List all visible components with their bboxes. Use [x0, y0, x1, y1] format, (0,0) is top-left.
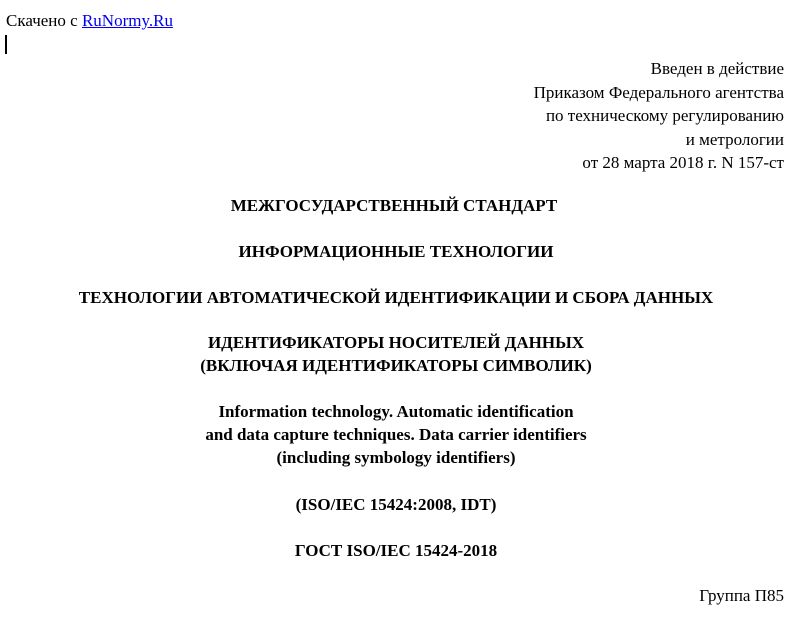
- approval-line: и метрологии: [685, 129, 784, 149]
- gost-number: ГОСТ ISO/IEC 15424-2018: [294, 541, 498, 560]
- classification-group: Группа П85: [699, 586, 784, 605]
- title-en-line: (including symbology identifiers): [276, 448, 516, 467]
- approval-line: по техническому регулированию: [545, 106, 784, 125]
- standard-type-heading: МЕЖГОСУДАРСТВЕННЫЙ СТАНДАРТ: [230, 196, 558, 215]
- text-cursor: [5, 35, 7, 54]
- approval-line: Введен в действие: [650, 59, 784, 78]
- title-en-line: and data capture techniques. Data carrier identifiers: [205, 425, 587, 444]
- title-ru-heading-3: [0, 331, 792, 377]
- title-en-heading: [0, 400, 792, 469]
- source-prefix: Скачено с: [6, 11, 82, 30]
- approval-line: Приказом Федерального агентства: [533, 82, 784, 102]
- approval-line: от 28 марта 2018 г. N 157-ст: [582, 153, 784, 172]
- title-ru-heading-2: ТЕХНОЛОГИИ АВТОМАТИЧЕСКОЙ ИДЕНТИФИКАЦИИ И СБОРА ДАННЫХ: [78, 288, 714, 307]
- source-line: [6, 10, 173, 32]
- approval-block: [534, 57, 784, 175]
- title-ru-heading-1: ИНФОРМАЦИОННЫЕ ТЕХНОЛОГИИ: [238, 242, 554, 261]
- iso-reference: (ISO/IEC 15424:2008, IDT): [295, 495, 497, 514]
- runormy-link[interactable]: RuNormy.Ru: [81, 11, 173, 30]
- title-ru-line: (ВКЛЮЧАЯ ИДЕНТИФИКАТОРЫ СИМВОЛИК): [200, 356, 592, 375]
- title-en-line: Information technology. Automatic identification: [218, 402, 574, 421]
- title-ru-line: ИДЕНТИФИКАТОРЫ НОСИТЕЛЕЙ ДАННЫХ: [207, 333, 585, 352]
